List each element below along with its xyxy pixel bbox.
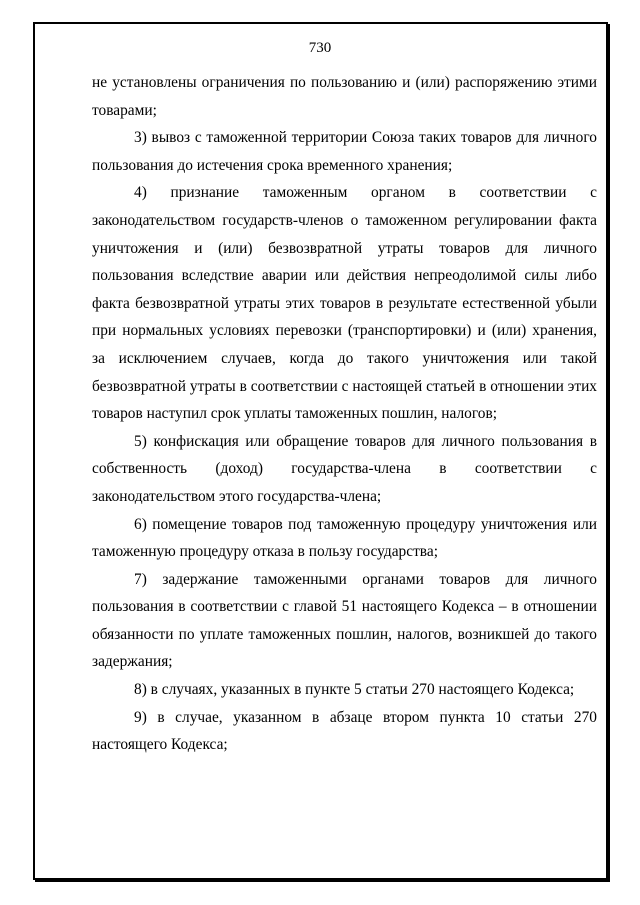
paragraph-item-9: 9) в случае, указанном в абзаце втором пункта 10 статьи 270 настоящего Кодекса; [92, 708, 597, 754]
page-number: 730 [308, 40, 332, 56]
paragraph-item-3: 3) вывоз с таможенной территории Союза таких товаров для личного пользования до истечения срока временного хранения; [92, 129, 597, 174]
paragraph-item-7: 7) задержание таможенными органами товаров для личного пользования в соответствии с главой 51 настоящего Кодекса – в отношении обязанности по уплате таможенных пошлин, налогов, возникшей до такого задержания; [92, 570, 597, 671]
paragraph-item-8: 8) в случаях, указанных в пункте 5 статьи 270 настоящего Кодекса; [134, 681, 575, 699]
paragraph-continuation: не установлены ограничения по пользованию и (или) распоряжению этими товарами; [92, 74, 597, 119]
document-body [92, 69, 597, 759]
paragraph-item-5: 5) конфискация или обращение товаров для личного пользования в собственность (доход) государства-члена в соответствии с законодательством этого государства-члена; [92, 432, 597, 505]
paragraph-item-4: 4) признание таможенным органом в соответствии с законодательством государств-членов о таможенном регулировании факта уничтожения и (или) безвозвратной утраты товаров для личного пользования вследствие аварии или действия непреодолимой силы либо факта безвозвратной утраты этих товаров в результате естественной убыли при нормальных условиях перевозки (транспортировки) и (или) хранения, за исключением случаев, когда до такого уничтожения или такой безвозвратной утраты в соответствии с настоящей статьей в отношении этих товаров наступил срок уплаты таможенных пошлин, налогов; [92, 184, 597, 423]
paragraph-item-6: 6) помещение товаров под таможенную процедуру уничтожения или таможенную процедуру отказа в пользу государства; [92, 515, 597, 561]
